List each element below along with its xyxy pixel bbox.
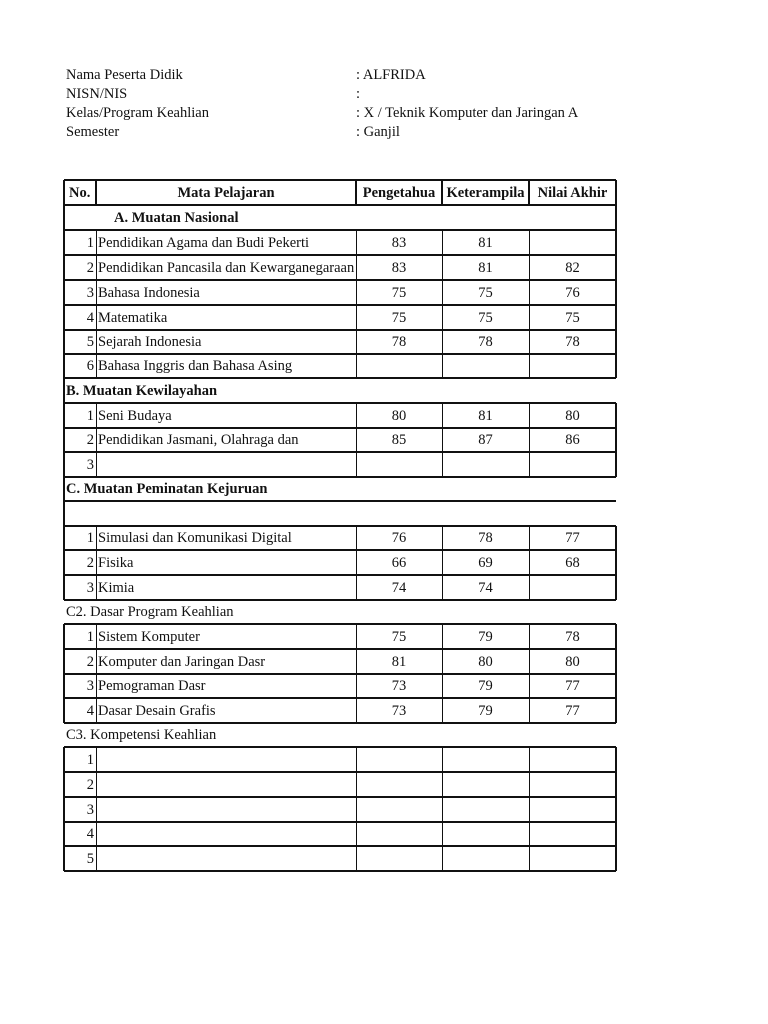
info-label: Kelas/Program Keahlian [66, 105, 209, 121]
row-number: 4 [86, 826, 94, 842]
final-score: 80 [565, 408, 580, 424]
knowledge-score: 81 [391, 654, 407, 670]
row-number: 2 [86, 432, 94, 448]
final-score: 82 [565, 260, 580, 276]
header-skills: Keterampila [446, 185, 525, 201]
subject-name: Kimia [98, 580, 135, 596]
header-no: No. [69, 185, 91, 201]
knowledge-score [356, 772, 442, 797]
knowledge-score: 83 [391, 260, 407, 276]
row-number: 3 [86, 802, 94, 818]
row-number: 5 [86, 851, 94, 867]
skills-score [442, 846, 529, 871]
skills-score: 81 [478, 408, 493, 424]
subject-name [96, 846, 360, 871]
row-number: 1 [86, 408, 94, 424]
row-number: 2 [86, 777, 94, 793]
section-heading: C. Muatan Peminatan Kejuruan [66, 481, 268, 497]
skills-score: 79 [478, 678, 493, 694]
info-label: NISN/NIS [66, 86, 128, 102]
skills-score [442, 797, 529, 822]
final-score [529, 822, 616, 846]
subject-name: Pendidikan Agama dan Budi Pekerti [98, 235, 310, 251]
subject-name: Komputer dan Jaringan Dasr [98, 654, 266, 670]
subject-name: Bahasa Inggris dan Bahasa Asing [98, 358, 293, 374]
table-rule [63, 501, 65, 526]
knowledge-score [356, 822, 442, 846]
final-score [529, 230, 616, 255]
final-score: 77 [565, 703, 580, 719]
knowledge-score: 74 [391, 580, 407, 596]
row-number: 4 [86, 703, 94, 719]
knowledge-score [356, 747, 442, 772]
header-final: Nilai Akhir [537, 185, 608, 201]
knowledge-score: 80 [391, 408, 407, 424]
info-label: Semester [66, 124, 120, 140]
subject-name: Sistem Komputer [98, 629, 200, 645]
row-number: 3 [86, 457, 94, 473]
row-number: 1 [86, 752, 94, 768]
skills-score: 78 [478, 334, 493, 350]
final-score [529, 747, 616, 772]
info-value: : [356, 86, 361, 102]
header-subject: Mata Pelajaran [177, 185, 275, 201]
row-number: 4 [86, 310, 94, 326]
knowledge-score: 73 [391, 703, 407, 719]
row-number: 3 [86, 285, 94, 301]
final-score: 75 [565, 310, 580, 326]
knowledge-score [356, 797, 442, 822]
subsection-heading: C3. Kompetensi Keahlian [66, 727, 217, 743]
info-label: Nama Peserta Didik [66, 67, 183, 83]
final-score [529, 797, 616, 822]
knowledge-score [356, 846, 442, 871]
subject-name: Sejarah Indonesia [98, 334, 202, 350]
subject-name [96, 452, 360, 477]
section-heading: A. Muatan Nasional [114, 210, 239, 226]
row-number: 1 [86, 530, 94, 546]
row-number: 1 [86, 629, 94, 645]
final-score: 80 [565, 654, 580, 670]
skills-score: 79 [478, 629, 493, 645]
row-number: 3 [86, 678, 94, 694]
skills-score: 75 [478, 285, 493, 301]
final-score: 68 [565, 555, 580, 571]
skills-score [442, 772, 529, 797]
row-number: 1 [86, 235, 94, 251]
final-score [529, 575, 616, 600]
final-score [529, 772, 616, 797]
final-score [529, 846, 616, 871]
subject-name: Dasar Desain Grafis [98, 703, 216, 719]
subject-name: Fisika [98, 555, 134, 571]
row-number: 2 [86, 654, 94, 670]
section-heading: B. Muatan Kewilayahan [66, 383, 218, 399]
knowledge-score: 73 [391, 678, 407, 694]
row-number: 6 [86, 358, 94, 374]
skills-score: 79 [478, 703, 493, 719]
final-score: 78 [565, 334, 580, 350]
skills-score: 81 [478, 235, 493, 251]
final-score [529, 452, 616, 477]
subject-name [96, 797, 360, 822]
subject-name: Pemograman Dasr [98, 678, 206, 694]
info-value: : Ganjil [356, 124, 400, 140]
header-knowledge: Pengetahua [362, 185, 436, 201]
subject-name: Simulasi dan Komunikasi Digital [98, 530, 292, 546]
knowledge-score: 76 [391, 530, 407, 546]
skills-score [442, 354, 529, 378]
knowledge-score: 75 [391, 310, 407, 326]
info-value: : X / Teknik Komputer dan Jaringan A [356, 105, 579, 121]
final-score: 76 [565, 285, 580, 301]
knowledge-score: 85 [391, 432, 407, 448]
subject-name: Seni Budaya [98, 408, 172, 424]
row-number: 5 [86, 334, 94, 350]
knowledge-score: 83 [391, 235, 407, 251]
skills-score: 87 [478, 432, 493, 448]
skills-score: 81 [478, 260, 493, 276]
final-score: 78 [565, 629, 580, 645]
final-score: 77 [565, 530, 580, 546]
knowledge-score: 75 [391, 629, 407, 645]
knowledge-score: 66 [391, 555, 407, 571]
subject-name [96, 822, 360, 846]
subject-name [96, 772, 360, 797]
final-score [529, 354, 616, 378]
knowledge-score [356, 354, 442, 378]
skills-score: 75 [478, 310, 493, 326]
subject-name: Pendidikan Jasmani, Olahraga dan [98, 432, 299, 448]
info-value: : ALFRIDA [356, 67, 426, 83]
skills-score [442, 822, 529, 846]
knowledge-score: 78 [391, 334, 407, 350]
subject-name: Matematika [98, 310, 168, 326]
knowledge-score: 75 [391, 285, 407, 301]
skills-score: 78 [478, 530, 493, 546]
subject-name [96, 747, 360, 772]
skills-score [442, 747, 529, 772]
knowledge-score [356, 452, 442, 477]
row-number: 2 [86, 555, 94, 571]
final-score: 86 [565, 432, 580, 448]
row-number: 3 [86, 580, 94, 596]
skills-score: 69 [478, 555, 493, 571]
row-number: 2 [86, 260, 94, 276]
skills-score [442, 452, 529, 477]
skills-score: 74 [478, 580, 493, 596]
skills-score: 80 [478, 654, 493, 670]
subject-name: Bahasa Indonesia [98, 285, 200, 301]
final-score: 77 [565, 678, 580, 694]
subsection-heading: C2. Dasar Program Keahlian [66, 604, 234, 620]
subject-name: Pendidikan Pancasila dan Kewarganegaraan [98, 260, 355, 276]
